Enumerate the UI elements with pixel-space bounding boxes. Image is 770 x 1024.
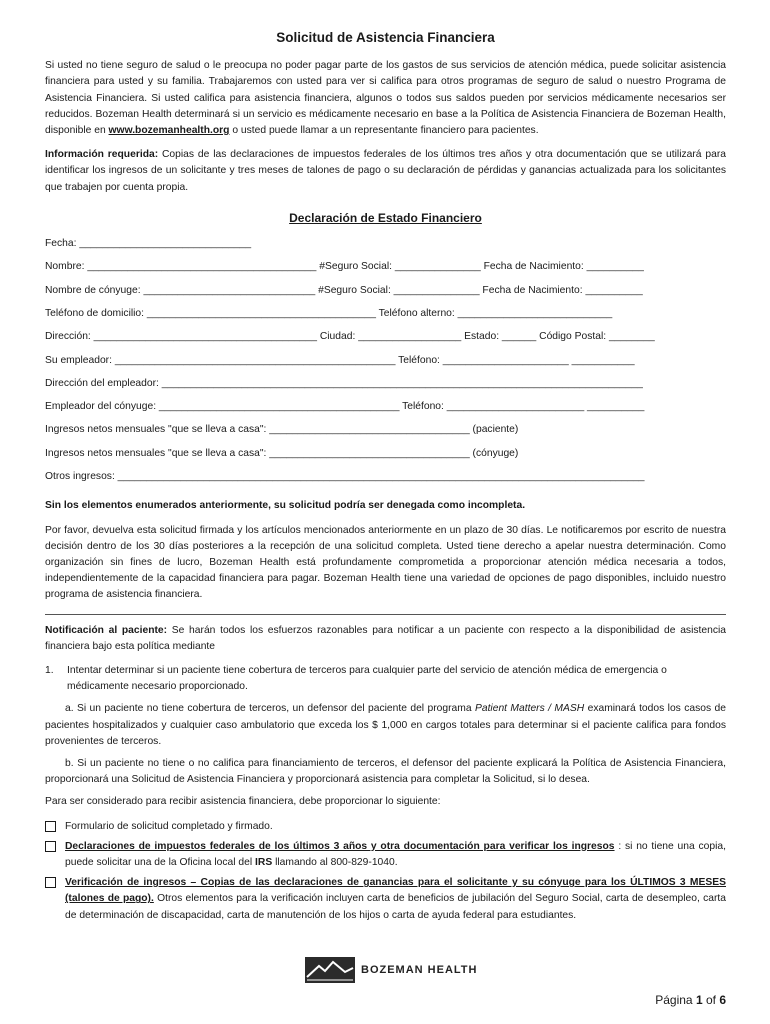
page-number — [655, 993, 726, 1007]
checklist-label: Formulario de solicitud completado y firmado. — [65, 820, 273, 832]
notification-paragraph — [45, 623, 726, 655]
logo-text: BOZEMAN HEALTH — [361, 964, 478, 976]
notification-label: Notificación al paciente: — [45, 624, 168, 636]
date-field[interactable]: Fecha: ______________________________ — [45, 238, 252, 250]
checkbox-icon[interactable] — [45, 821, 56, 832]
address-field[interactable]: Dirección: _______________________________________ Ciudad: __________________ Estado: ______ Código Postal: ________ — [45, 331, 655, 343]
checklist-label-rest: : si no tiene una copia, puede solicitar una de la Oficina local del — [65, 840, 726, 868]
spouse-employer-field[interactable]: Empleador del cónyuge: __________________________________________ Teléfono: ________________________ __________ — [45, 401, 645, 413]
page-label: Página — [655, 993, 696, 1007]
website-link[interactable]: www.bozemanhealth.org — [108, 125, 230, 137]
checkbox-icon[interactable] — [45, 877, 56, 888]
spouse-income-field[interactable]: Ingresos netos mensuales "que se lleva a casa": ___________________________________ (cónyuge) — [45, 447, 519, 459]
required-info-label: Información requerida: — [45, 149, 159, 161]
sub-item-a-text-end: examinará todos los casos de pacientes hospitalizados y cualquier caso ambulatorio que exceda los $ 1,000 en cargos totales para determinar si el paciente califica para fondos provenientes de terceros. — [45, 703, 726, 747]
required-info-paragraph — [45, 147, 726, 196]
checklist-item-income[interactable] — [45, 875, 726, 924]
numbered-item-1 — [45, 663, 726, 695]
consider-text: Para ser considerado para recibir asistencia financiera, debe proporcionar lo siguiente: — [45, 796, 441, 808]
intro-text: Si usted no tiene seguro de salud o le preocupa no poder pagar parte de los gastos de sus servicios de atención médica, puede solicitar asistencia financiera para usted y su familia. Trabajaremos con usted para ver si califica para otros programas de seguro de salud o nuestro Programa de Asistencia Financiera. Si usted califica para asistencia financiera, algunos o todos sus saldos pueden por servicios médicamente necesarios ser reducidos. Bozeman Health determinará si un servicio es médicamente necesario en base a la Política de Asistencia Financiera de Bozeman Health, disponible en — [45, 60, 726, 137]
page-current: 1 — [695, 993, 703, 1007]
checklist-label-underlined: Verificación de ingresos – Copias de las declaraciones de ganancias para el solicitante y su cónyuge para los ÚLTIMOS 3 MESES (talones de pago). — [65, 877, 726, 905]
employer-address-field[interactable]: Dirección del empleador: ____________________________________________________________________________________ — [45, 377, 643, 389]
sub-item-a — [45, 701, 726, 750]
checklist-label — [65, 839, 726, 871]
item-number: 1. — [45, 664, 54, 676]
page-of: of — [702, 993, 720, 1007]
program-name: Patient Matters / MASH — [474, 703, 585, 715]
sub-item-a-text: a. Si un paciente no tiene cobertura de terceros, un defensor del paciente del programa — [65, 703, 475, 715]
intro-text-end: o usted puede llamar a un representante financiero para pacientes. — [229, 125, 539, 137]
mountain-logo-icon — [305, 957, 355, 983]
patient-income-field[interactable]: Ingresos netos mensuales "que se lleva a casa": ___________________________________ (paciente) — [45, 424, 519, 436]
checklist-item-taxes[interactable] — [45, 839, 726, 871]
other-income-field[interactable]: Otros ingresos: ____________________________________________________________________________________________ — [45, 471, 645, 482]
required-info-text: Copias de las declaraciones de impuestos federales de los últimos tres años y otra documentación que se utilizará para identificar los ingresos de un solicitante y tres meses de talones de pago o su declaración de pérdidas y ganancias actualizada para los solicitantes que trabajen por cuenta propia. — [45, 149, 726, 193]
checklist-label-rest: Otros elementos para la verificación incluyen carta de beneficios de jubilación del Seguro Social, carta de desempleo, carta de determinación de discapacidad, carta de manutención de los hijos o carta de ayuda federal para estudiantes. — [65, 893, 726, 921]
employer-field[interactable]: Su empleador: _________________________________________________ Teléfono: ______________________ ___________ — [45, 354, 635, 366]
checklist-label-underlined: Declaraciones de impuestos federales de los últimos 3 años y otra documentación para verificar los ingresos — [65, 840, 615, 852]
home-phone-field[interactable]: Teléfono de domicilio: ________________________________________ Teléfono alterno: ___________________________ — [45, 307, 613, 319]
name-field[interactable]: Nombre: ________________________________________ #Seguro Social: _______________ Fecha de Nacimiento: __________ — [45, 261, 644, 273]
document-title: Solicitud de Asistencia Financiera — [276, 30, 495, 45]
checkbox-icon[interactable] — [45, 841, 56, 852]
incomplete-warning: Sin los elementos enumerados anteriormente, su solicitud podría ser denegada como incompleta. — [45, 500, 526, 512]
return-paragraph: Por favor, devuelva esta solicitud firmada y los artículos mencionados anteriormente en un plazo de 30 días. Le notificaremos por escrito de nuestra decisión dentro de los 30 días posteriores a la recepción de una solicitud completa. Usted tiene derecho a apelar nuestra determinación. Como organización sin fines de lucro, Bozeman Health está profundamente comprometida a proporcionar atención médica necesaria a todos, independientemente de la capacidad financiera para pagar. Bozeman Health tiene una variedad de opciones de pago disponibles, incluido nuestro programa de asistencia financiera. — [45, 524, 726, 601]
checklist-label-end: llamando al 800-829-1040. — [272, 856, 398, 868]
checklist-item-form[interactable] — [45, 819, 726, 835]
sub-item-b: b. Si un paciente no tiene o no califica para financiamiento de terceros, el defensor del paciente explicará la Política de Asistencia Financiera, proporcionará una Solicitud de Asistencia Financiera y proporcionará asistencia para completar la Solicitud, si lo desea. — [45, 757, 726, 786]
divider — [45, 614, 726, 615]
notification-text: Se harán todos los esfuerzos razonables para notificar a un paciente con respecto a la disponibilidad de asistencia financiera bajo esta política mediante — [45, 624, 726, 652]
spouse-name-field[interactable]: Nombre de cónyuge: ______________________________ #Seguro Social: _______________ Fecha de Nacimiento: __________ — [45, 284, 643, 296]
checklist-label — [65, 875, 726, 924]
intro-paragraph — [45, 58, 726, 139]
form-fields — [45, 236, 726, 492]
section-title: Declaración de Estado Financiero — [289, 210, 482, 225]
item-text: Intentar determinar si un paciente tiene cobertura de terceros para cualquier parte del servicio de atención médica de emergencia o médicamente necesario proporcionado. — [67, 664, 667, 693]
irs-label: IRS — [255, 856, 273, 868]
bozeman-health-logo — [305, 955, 477, 985]
document-content — [45, 30, 726, 928]
page-total: 6 — [719, 993, 726, 1007]
